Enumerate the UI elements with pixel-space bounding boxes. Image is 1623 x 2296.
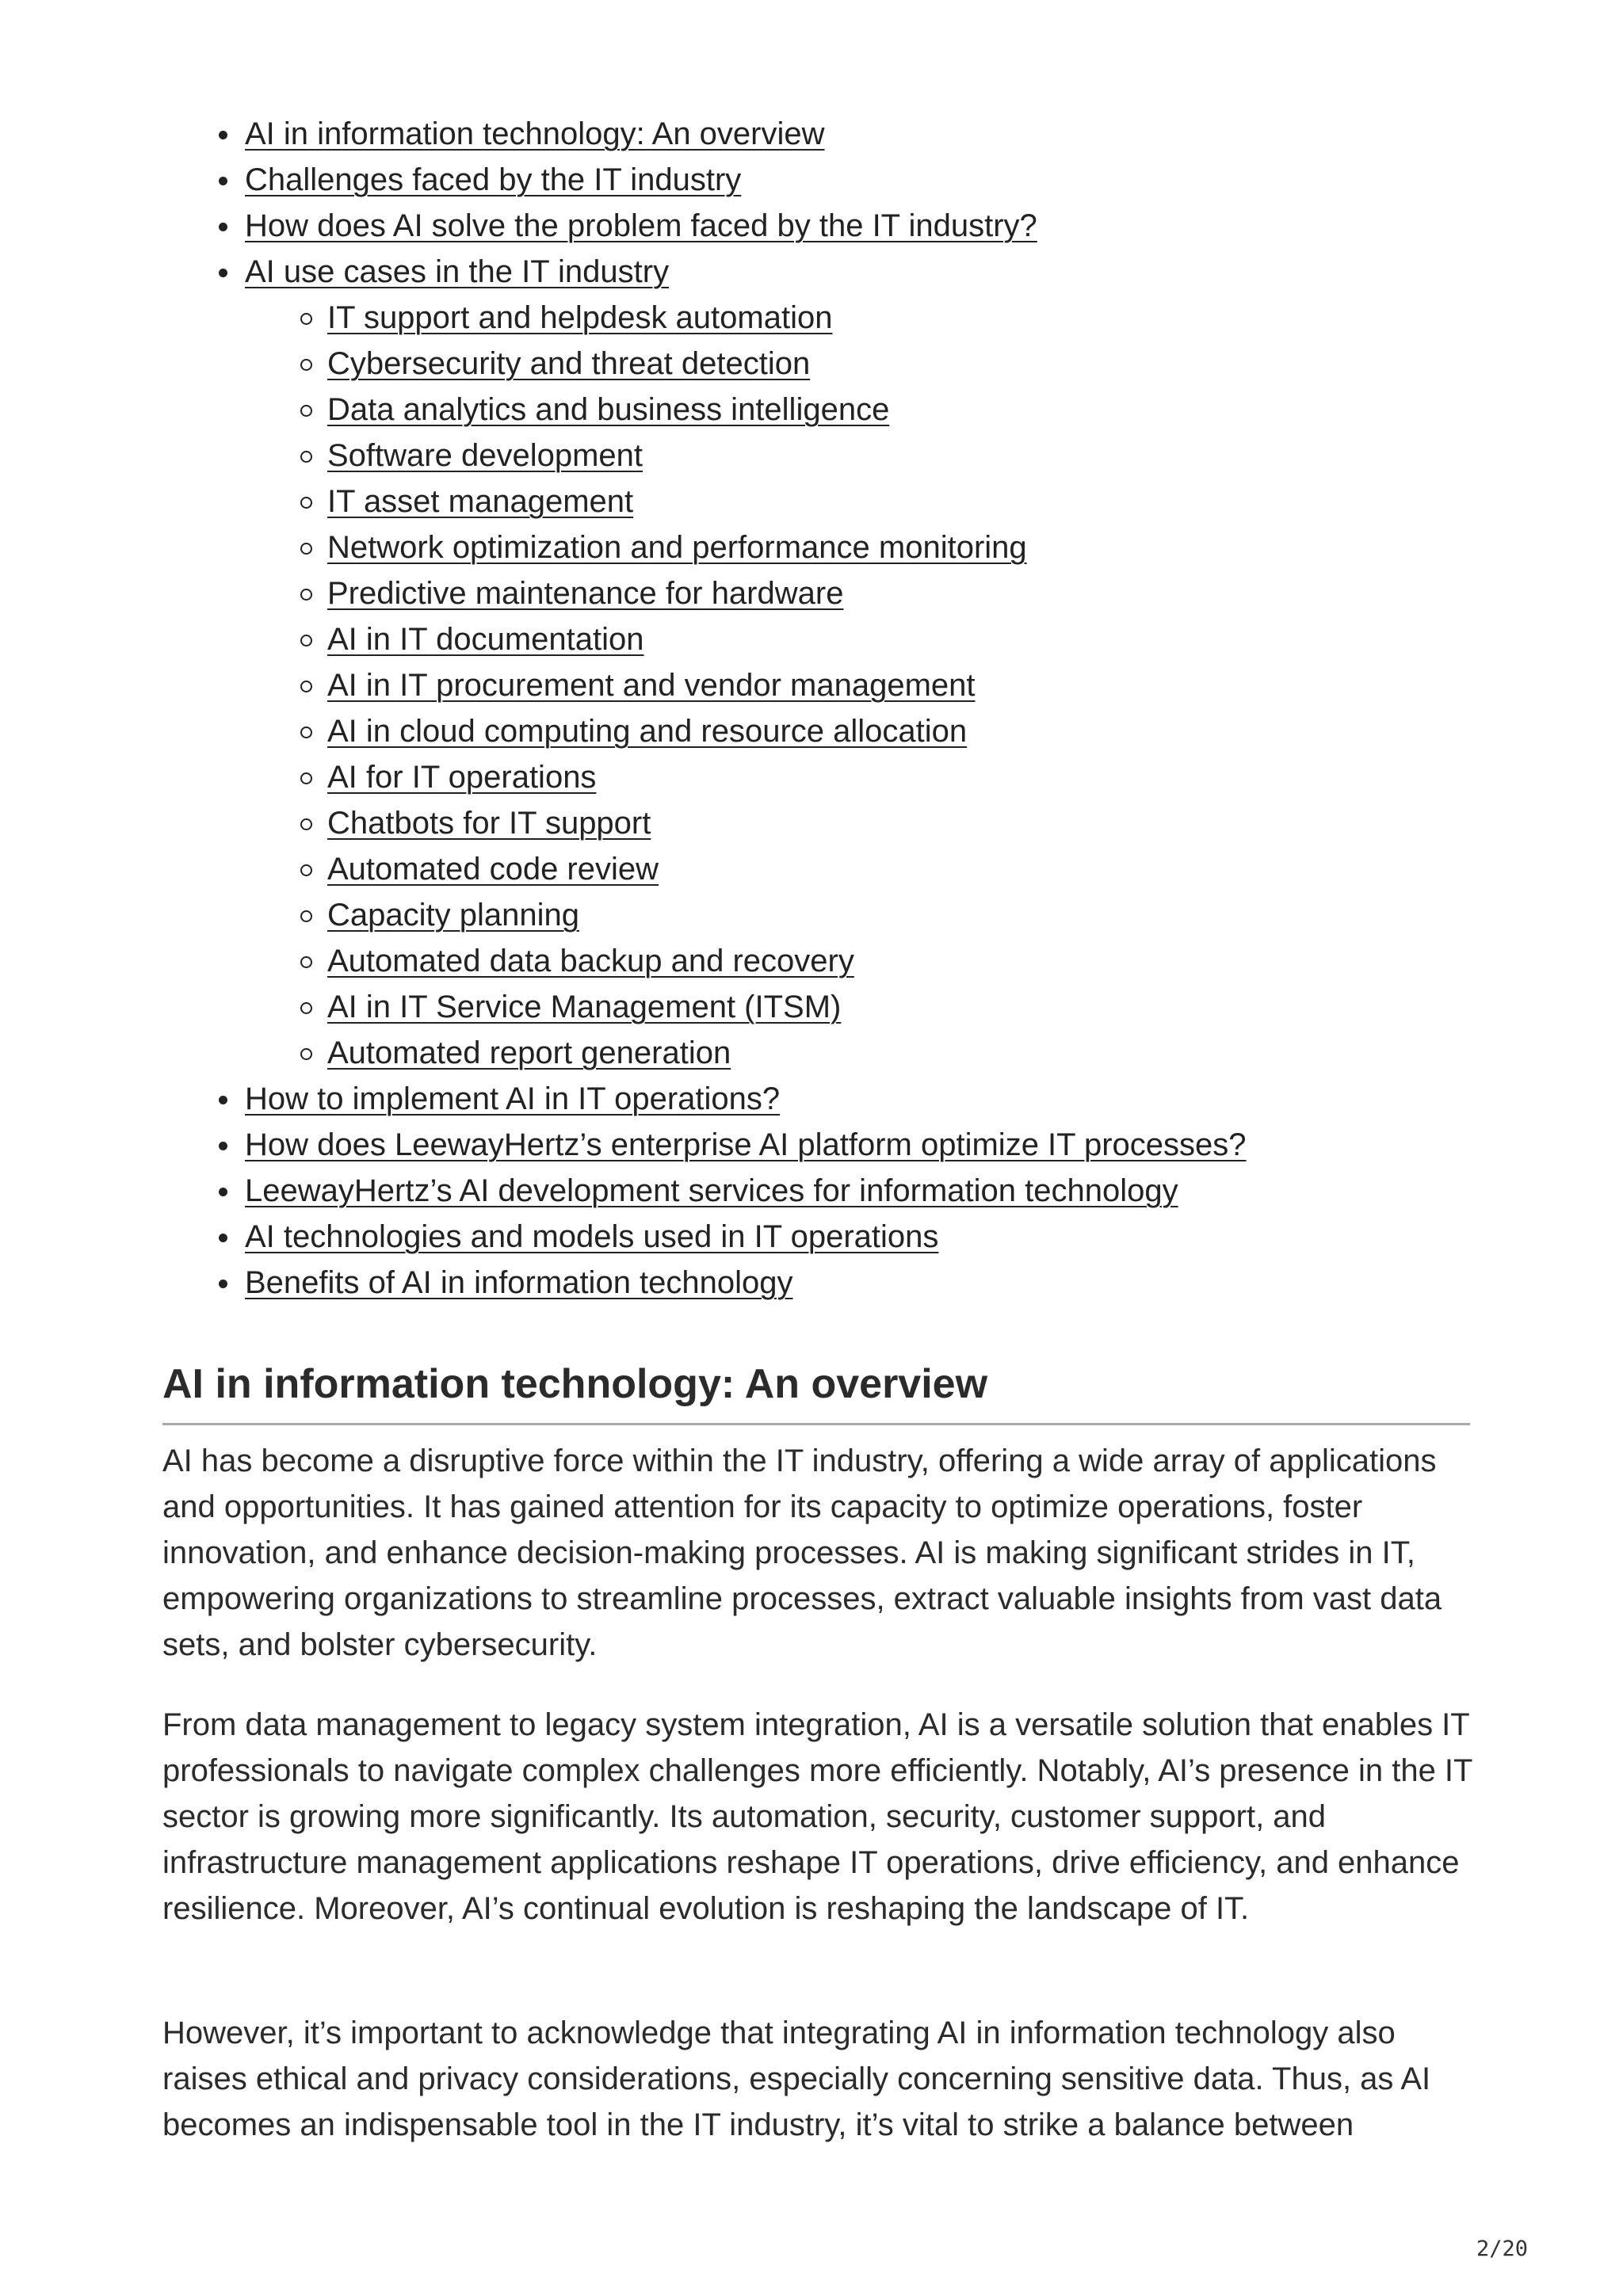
toc-link[interactable]: AI in information technology: An overview [245, 116, 825, 151]
toc-item [0, 1260, 1506, 1306]
toc-link[interactable]: IT support and helpdesk automation [327, 300, 833, 335]
toc-item [0, 111, 1506, 157]
toc-link[interactable]: How to implement AI in IT operations? [245, 1081, 781, 1116]
toc-link[interactable]: Automated code review [327, 852, 659, 887]
toc-item [0, 1168, 1506, 1214]
toc-item [0, 203, 1506, 249]
toc-link[interactable]: Data analytics and business intelligence [327, 392, 890, 427]
toc-subitem [0, 479, 1506, 524]
toc-item [0, 249, 1506, 295]
toc-subitem [0, 892, 1506, 938]
paragraph-1: AI has become a disruptive force within the IT industry, offering a wide array of applications and opportunities. It has gained attention for its capacity to optimize operations, foster innovation, and enhance decision-making processes. AI is making significant strides in IT, empowering organizations to streamline processes, extract valuable insights from vast data sets, and bolster cybersecurity. [162, 1444, 1442, 1662]
page-number: 2/20 [1476, 2237, 1528, 2261]
paragraph-3: However, it’s important to acknowledge that integrating AI in information technology also raises ethical and privacy considerations, especially concerning sensitive data. Thus, as AI becomes an indispensable tool in the IT industry, it’s vital to strike a balance between [162, 2016, 1431, 2142]
toc-link[interactable]: How does LeewayHertz’s enterprise AI platform optimize IT processes? [245, 1127, 1247, 1162]
toc-item [0, 1122, 1506, 1168]
toc-link[interactable]: AI technologies and models used in IT operations [245, 1219, 939, 1254]
toc-link[interactable]: Automated data backup and recovery [327, 944, 854, 978]
toc-subitem [0, 938, 1506, 984]
toc-link[interactable]: IT asset management [327, 484, 634, 519]
toc-subitem [0, 754, 1506, 800]
toc-subitem [0, 708, 1506, 754]
toc-link[interactable]: Capacity planning [327, 898, 579, 933]
toc-subitem [0, 524, 1506, 570]
toc-subitem [0, 616, 1506, 662]
section-heading: AI in information technology: An overview [162, 1361, 988, 1407]
toc-subitem [0, 800, 1506, 846]
table-of-contents [0, 111, 1506, 1306]
toc-link[interactable]: LeewayHertz’s AI development services for information technology [245, 1173, 1178, 1208]
toc-subitem [0, 570, 1506, 616]
toc-link[interactable]: Benefits of AI in information technology [245, 1265, 793, 1300]
toc-subitem [0, 1030, 1506, 1076]
toc-link[interactable]: Software development [327, 438, 643, 473]
toc-subitem [0, 984, 1506, 1030]
toc-link[interactable]: AI in IT Service Management (ITSM) [327, 990, 842, 1024]
toc-item [0, 1214, 1506, 1260]
toc-item [0, 157, 1506, 203]
toc-subitem [0, 295, 1506, 341]
toc-link[interactable]: Network optimization and performance monitoring [327, 530, 1027, 565]
toc-subitem [0, 387, 1506, 433]
toc-link[interactable]: AI for IT operations [327, 760, 597, 795]
toc-link[interactable]: AI in cloud computing and resource allocation [327, 714, 968, 749]
toc-link[interactable]: Challenges faced by the IT industry [245, 162, 742, 197]
toc-link[interactable]: Cybersecurity and threat detection [327, 346, 811, 381]
toc-item [0, 1076, 1506, 1122]
toc-subitem [0, 341, 1506, 387]
toc-link[interactable]: Chatbots for IT support [327, 806, 651, 841]
toc-link[interactable]: AI in IT procurement and vendor management [327, 668, 976, 703]
toc-subitem [0, 846, 1506, 892]
toc-link[interactable]: Automated report generation [327, 1035, 731, 1070]
toc-link[interactable]: AI use cases in the IT industry [245, 254, 670, 289]
toc-link[interactable]: AI in IT documentation [327, 622, 644, 657]
toc-subitem [0, 433, 1506, 479]
toc-subitem [0, 662, 1506, 708]
heading-divider [162, 1423, 1470, 1425]
toc-link[interactable]: Predictive maintenance for hardware [327, 576, 844, 611]
paragraph-2: From data management to legacy system integration, AI is a versatile solution that enables IT professionals to navigate complex challenges more efficiently. Notably, AI’s presence in the IT sector is growing more significantly. Its automation, security, customer support, and infrastructure management applications reshape IT operations, drive efficiency, and enhance resilience. Moreover, AI’s continual evolution is reshaping the landscape of IT. [162, 1707, 1472, 1926]
toc-link[interactable]: How does AI solve the problem faced by the IT industry? [245, 208, 1037, 243]
